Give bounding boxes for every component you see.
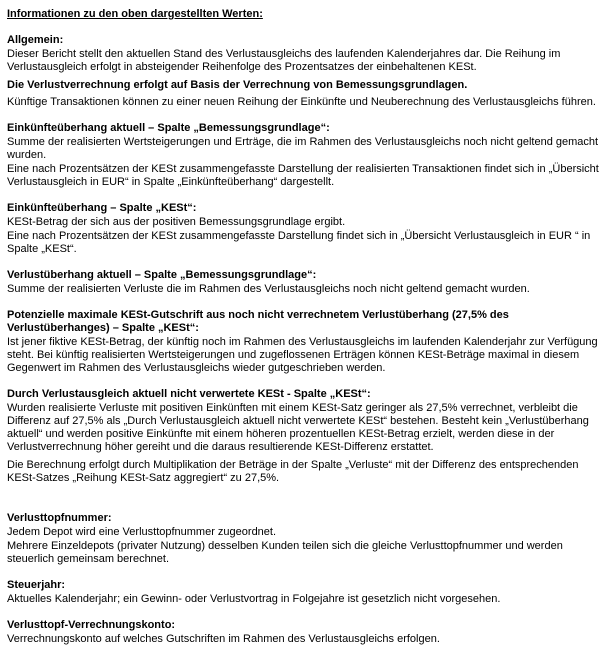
section-verlusttopf-verrechnungskonto xyxy=(7,619,603,646)
paragraph: Jedem Depot wird eine Verlusttopfnummer zugeordnet. xyxy=(7,526,277,538)
paragraph: Wurden realisierte Verluste mit positiven Einkünften mit einem KESt-Satz geringer als 27,5% verrechnet, verbleibt die Differenz auf 27,5% als „Durch Verlustausgleich aktuell nicht verwertete KESt“ bestehen. Besteht kein „Verlustüberhang aktuell“ und werden positive Einkünfte mit einem höheren prozentuellen KESt-Betrag erzielt, werden diese in der Verlustverrechnung höher gereiht und die daraus resultierende KESt-Differenz erstattet. xyxy=(7,402,589,453)
section-heading: Einkünfteüberhang – Spalte „KESt“: xyxy=(7,202,197,214)
paragraph: KESt-Betrag der sich aus der positiven Bemessungsgrundlage ergibt. xyxy=(7,216,346,228)
paragraph-bold: Die Verlustverrechnung erfolgt auf Basis der Verrechnung von Bemessungsgrundlagen. xyxy=(7,79,468,91)
section-verlustueberhang-aktuell-bemessungsgrundlage xyxy=(7,269,603,296)
section-potenzielle-maximale-kest-gutschrift xyxy=(7,309,603,375)
section-heading: Allgemein: xyxy=(7,34,64,46)
section-heading: Einkünfteüberhang aktuell – Spalte „Bemessungsgrundlage“: xyxy=(7,122,330,134)
paragraph: Eine nach Prozentsätzen der KESt zusammengefasste Darstellung findet sich in „Übersicht Verlustausgleich in EUR “ in Spalte „KESt“. xyxy=(7,230,591,255)
document-title: Informationen zu den oben dargestellten Werten: xyxy=(7,8,263,20)
section-steuerjahr xyxy=(7,579,603,606)
paragraph: Verrechnungskonto auf welches Gutschriften im Rahmen des Verlustausgleichs erfolgen. xyxy=(7,633,440,645)
section-verlusttopfnummer xyxy=(7,512,603,566)
paragraph: Ist jener fiktive KESt-Betrag, der künftig noch im Rahmen des Verlustausgleichs im laufenden Kalenderjahr zur Verfügung steht. Bei künftig realisierten Wertsteigerungen und zugeflossenen Erträgen können KESt-Beträge maximal in diesem Gegenwert im Rahmen des Verlustausgleichs wieder gutgeschrieben werden. xyxy=(7,336,598,374)
section-heading: Verlusttopfnummer: xyxy=(7,512,112,524)
paragraph: Summe der realisierten Verluste die im Rahmen des Verlustausgleichs noch nicht geltend gemacht wurden. xyxy=(7,283,530,295)
section-einkuenfteueberhang-aktuell-bemessungsgrundlage xyxy=(7,122,603,189)
paragraph: Summe der realisierten Wertsteigerungen und Erträge, die im Rahmen des Verlustausgleichs noch nicht geltend gemacht wurden. xyxy=(7,136,599,161)
section-heading: Durch Verlustausgleich aktuell nicht verwertete KESt - Spalte „KESt“: xyxy=(7,388,371,400)
paragraph: Dieser Bericht stellt den aktuellen Stand des Verlustausgleichs des laufenden Kalenderjahres dar. Die Reihung im Verlustausgleich erfolgt in absteigender Reihenfolge des Prozentsatzes der einbehaltenen KESt. xyxy=(7,48,561,73)
section-heading: Potenzielle maximale KESt-Gutschrift aus noch nicht verrechnetem Verlustüberhang (27,5% des Verlustüberhanges) – Spalte „KESt“: xyxy=(7,309,509,334)
paragraph: Aktuelles Kalenderjahr; ein Gewinn- oder Verlustvortrag in Folgejahre ist gesetzlich nicht vorgesehen. xyxy=(7,593,501,605)
section-allgemein xyxy=(7,34,603,109)
section-heading: Verlusttopf-Verrechnungskonto: xyxy=(7,619,176,631)
paragraph: Mehrere Einzeldepots (privater Nutzung) desselben Kunden teilen sich die gleiche Verlusttopfnummer und werden steuerlich gemeinsam berechnet. xyxy=(7,540,563,565)
paragraph: Eine nach Prozentsätzen der KESt zusammengefasste Darstellung der realisierten Transaktionen findet sich in „Übersicht Verlustausgleich in EUR“ in Spalte „Einkünfteüberhang“ dargestellt. xyxy=(7,163,599,188)
paragraph: Künftige Transaktionen können zu einer neuen Reihung der Einkünfte und Neuberechnung des Verlustausgleichs führen. xyxy=(7,96,596,108)
section-heading: Verlustüberhang aktuell – Spalte „Bemessungsgrundlage“: xyxy=(7,269,317,281)
section-einkuenfteueberhang-kest xyxy=(7,202,603,256)
paragraph: Die Berechnung erfolgt durch Multiplikation der Beträge in der Spalte „Verluste“ mit der Differenz des entsprechenden KESt-Satzes „Reihung KESt-Satz aggregiert“ zu 27,5%. xyxy=(7,459,579,484)
section-nicht-verwertete-kest xyxy=(7,388,603,485)
section-heading: Steuerjahr: xyxy=(7,579,66,591)
